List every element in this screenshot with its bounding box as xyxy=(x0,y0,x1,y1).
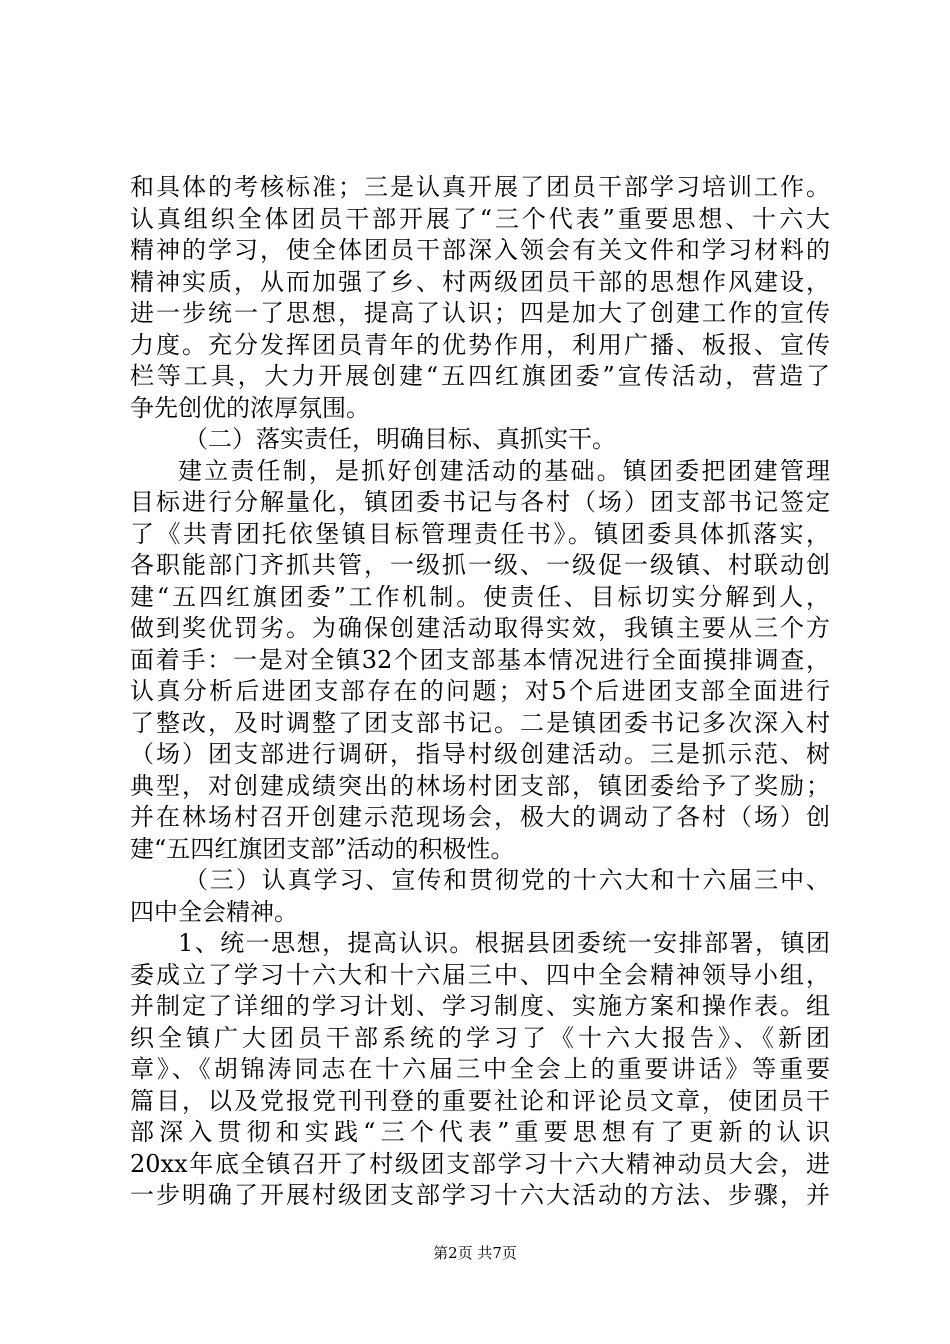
text-line: 典型，对创建成绩突出的林场村团支部，镇团委给予了奖励； xyxy=(130,771,830,800)
text-line: 认真组织全体团员干部开展了“三个代表”重要思想、十六大 xyxy=(130,204,830,233)
text-line: 20xx年底全镇召开了村级团支部学习十六大精神动员大会，进 xyxy=(130,1149,830,1178)
text-line: 各职能部门齐抓共管，一级抓一级、一级促一级镇、村联动创 xyxy=(130,551,830,579)
text-line: （场）团支部进行调研，指导村级创建活动。三是抓示范、树 xyxy=(130,740,830,768)
section-heading-continuation: 四中全会精神。 xyxy=(130,897,298,926)
text-line: 和具体的考核标准；三是认真开展了团员干部学习培训工作。 xyxy=(130,173,830,201)
text-line: 部深入贯彻和实践“三个代表”重要思想有了更新的认识 xyxy=(130,1118,830,1146)
text-line: 建“五四红旗团支部”活动的积极性。 xyxy=(130,834,515,863)
text-line: 并制定了详细的学习计划、学习制度、实施方案和操作表。组 xyxy=(130,992,830,1020)
paragraph-first-line: 1、统一思想，提高认识。根据县团委统一安排部署，镇团 xyxy=(178,929,830,957)
paragraph-first-line: 建立责任制，是抓好创建活动的基础。镇团委把团建管理 xyxy=(178,456,830,485)
text-line: 章》、《胡锦涛同志在十六届三中全会上的重要讲话》等重要 xyxy=(130,1055,830,1083)
document-body xyxy=(130,172,830,1212)
text-line: 篇目，以及党报党刊刊登的重要社论和评论员文章，使团员干 xyxy=(130,1086,830,1115)
text-line: 委成立了学习十六大和十六届三中、四中全会精神领导小组， xyxy=(130,960,830,989)
text-line: 面着手：一是对全镇32个团支部基本情况进行全面摸排调查， xyxy=(130,645,830,674)
text-line: 并在林场村召开创建示范现场会，极大的调动了各村（场）创 xyxy=(130,803,830,831)
text-line: 栏等工具，大力开展创建“五四红旗团委”宣传活动，营造了 xyxy=(130,362,830,390)
text-line: 精神实质，从而加强了乡、村两级团员干部的思想作风建设， xyxy=(130,267,830,296)
text-line: 争先创优的浓厚氛围。 xyxy=(130,393,370,422)
text-line: 了整改，及时调整了团支部书记。二是镇团委书记多次深入村 xyxy=(130,708,830,737)
text-line: 织全镇广大团员干部系统的学习了《十六大报告》、《新团 xyxy=(130,1023,830,1052)
text-line: 建“五四红旗团委”工作机制。使责任、目标切实分解到人， xyxy=(130,582,830,611)
text-line: 力度。充分发挥团员青年的优势作用，利用广播、板报、宣传 xyxy=(130,330,830,359)
section-heading: （二）落实责任，明确目标、真抓实干。 xyxy=(184,425,616,453)
text-line: 一步明确了开展村级团支部学习十六大活动的方法、步骤，并 xyxy=(130,1181,830,1209)
text-line: 了《共青团托依堡镇目标管理责任书》。镇团委具体抓落实， xyxy=(130,519,830,548)
text-line: 认真分析后进团支部存在的问题；对5个后进团支部全面进行 xyxy=(130,677,830,705)
page-number-footer: 第2页 共7页 xyxy=(433,1244,517,1262)
text-line: 精神的学习，使全体团员干部深入领会有关文件和学习材料的 xyxy=(130,236,830,264)
section-heading: （三）认真学习、宣传和贯彻党的十六大和十六届三中、 xyxy=(184,866,830,894)
text-line: 做到奖优罚劣。为确保创建活动取得实效，我镇主要从三个方 xyxy=(130,614,830,642)
text-line: 目标进行分解量化，镇团委书记与各村（场）团支部书记签定 xyxy=(130,488,830,516)
text-line: 进一步统一了思想，提高了认识；四是加大了创建工作的宣传 xyxy=(130,299,830,327)
